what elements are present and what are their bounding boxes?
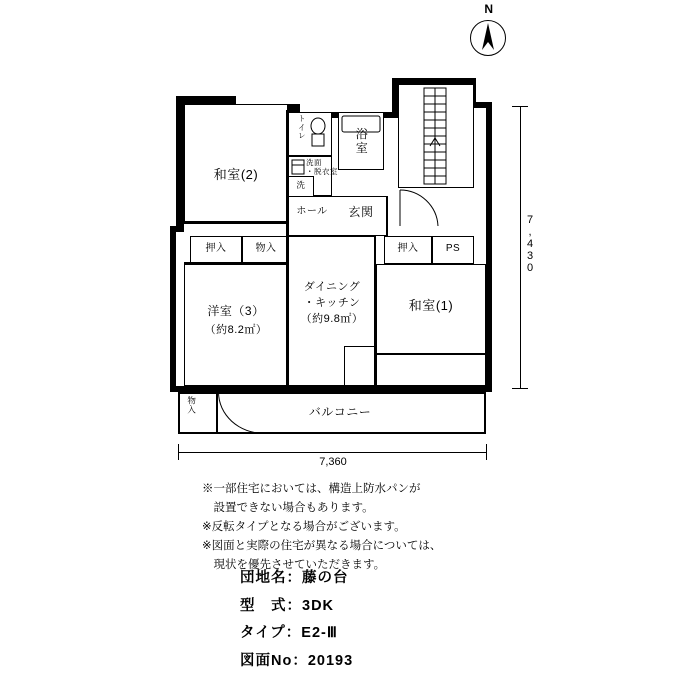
room-washitsu-2 xyxy=(184,104,288,222)
dimension-tick xyxy=(512,388,528,389)
dimension-tick xyxy=(178,444,179,460)
closet-oshiire-b-label: 押入 xyxy=(397,243,419,254)
exterior-wall xyxy=(486,102,492,388)
kitchen-counter xyxy=(344,346,376,386)
room-yoshitsu-3-label: 洋室（3） （約8.2㎡） xyxy=(204,304,268,336)
toilet-fixture-icon xyxy=(308,116,328,150)
room-toilet-label: ト イ レ xyxy=(298,114,306,141)
closet-monoire-a-label: 物入 xyxy=(255,243,277,254)
washitsu-1-lower-area xyxy=(376,354,486,386)
spec-block xyxy=(240,565,353,675)
dimension-tick xyxy=(512,106,528,107)
stairs-icon xyxy=(400,86,472,186)
washing-machine-label: 洗 xyxy=(296,180,306,190)
ps-label: PS xyxy=(445,243,461,254)
balcony-storage xyxy=(178,392,218,434)
spec-drawing-label: 図面No： xyxy=(240,652,308,669)
compass-needle-icon xyxy=(470,20,506,56)
spec-drawing-value: 20193 xyxy=(307,652,354,669)
dimension-line-vertical xyxy=(520,106,521,388)
exterior-wall xyxy=(170,226,176,386)
room-washitsu-2-label: 和室(2) xyxy=(213,167,259,182)
compass-north-label: N xyxy=(484,2,494,16)
dimension-vertical-label: 7,430 xyxy=(524,214,536,274)
notes-block: ※一部住宅においては、構造上防水パンが 設置できない場合もあります。 ※反転タイプとなる場合がございます。 ※図面と実際の住宅が異なる場合については、 現状を優先させていただきます。 xyxy=(202,483,442,571)
spec-type-value: 3DK xyxy=(302,597,335,614)
partition-wall xyxy=(386,196,388,236)
spec-danchi-value: 藤の台 xyxy=(302,570,349,586)
spec-type-label: 型 式： xyxy=(240,597,302,614)
bathtub-icon xyxy=(340,114,382,134)
closet-oshiire-a-label: 押入 xyxy=(205,243,227,254)
room-dining-kitchen-label: ダイニング ・キッチン （約9.8㎡） xyxy=(300,281,364,325)
exterior-wall xyxy=(176,96,184,226)
partition-wall xyxy=(184,262,288,264)
partition-wall xyxy=(184,222,288,224)
dimension-line-horizontal xyxy=(178,452,486,453)
partition-wall xyxy=(286,110,288,236)
room-senmen-label: 洗面 ・脱衣室 xyxy=(306,158,338,176)
room-genkan-label: 玄関 xyxy=(348,205,374,219)
room-washitsu-1-label: 和室(1) xyxy=(408,298,454,313)
partition-wall xyxy=(374,236,376,386)
spec-danchi-label: 団地名： xyxy=(240,570,302,586)
room-hall-label: ホール xyxy=(296,206,328,217)
dimension-horizontal-label: 7,360 xyxy=(319,456,347,468)
entrance-door-arc-icon xyxy=(398,188,440,228)
balcony-label: バルコニー xyxy=(308,405,372,419)
room-bathroom-label: 浴 室 xyxy=(355,127,369,155)
partition-wall xyxy=(286,236,288,386)
exterior-wall xyxy=(176,96,236,104)
spec-variant-value: E2-Ⅲ xyxy=(301,625,338,642)
washbasin-icon xyxy=(290,158,306,176)
balcony-storage-label: 物入 xyxy=(186,396,197,414)
dimension-tick xyxy=(486,444,487,460)
spec-variant-label: タイプ： xyxy=(240,625,302,642)
